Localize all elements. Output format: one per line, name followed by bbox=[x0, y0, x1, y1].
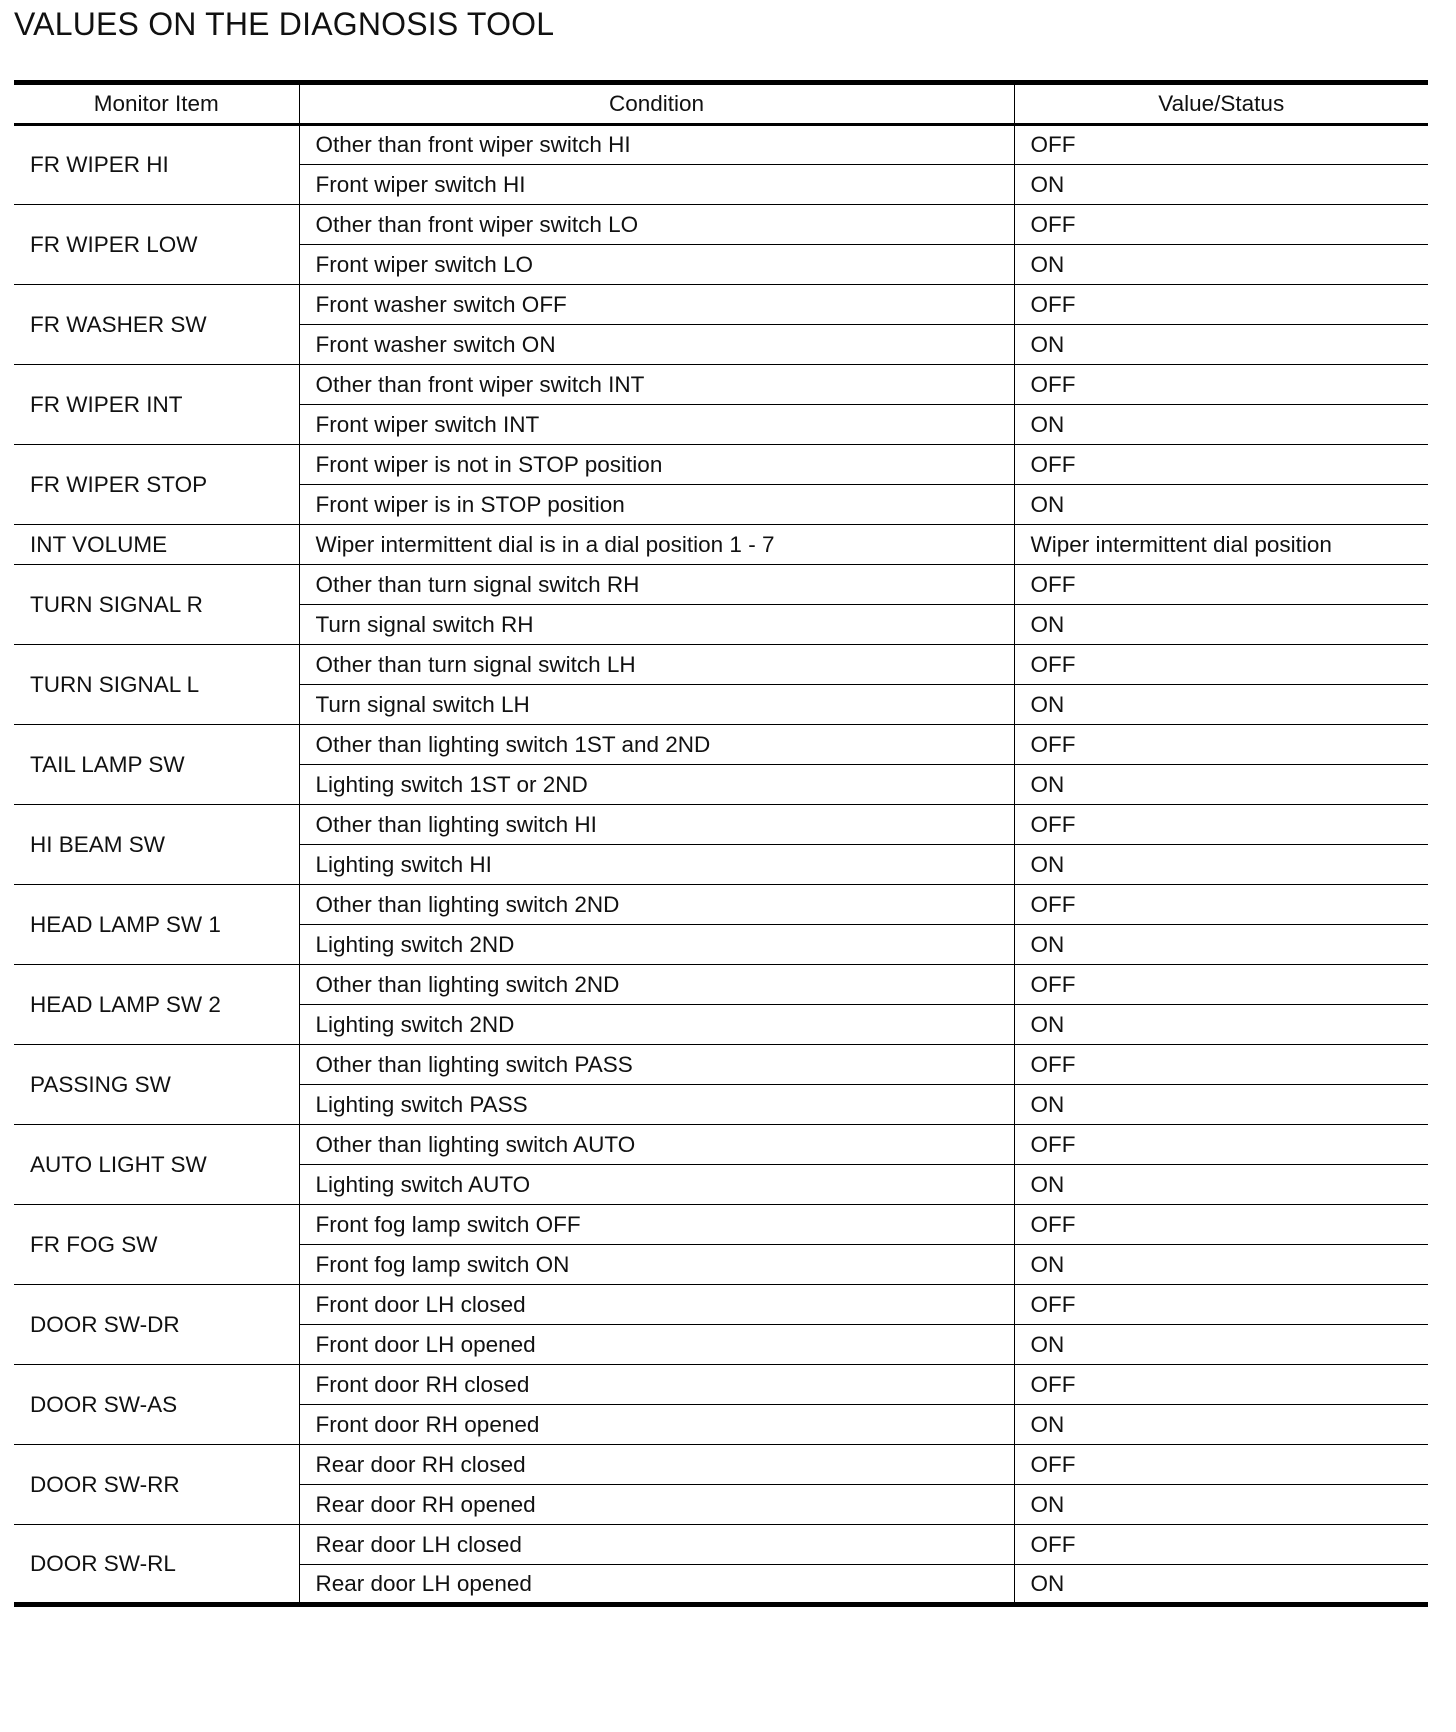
condition-cell: Front wiper switch HI bbox=[299, 165, 1014, 205]
monitor-item-cell: HEAD LAMP SW 1 bbox=[14, 885, 299, 965]
condition-cell: Lighting switch 1ST or 2ND bbox=[299, 765, 1014, 805]
condition-cell: Wiper intermittent dial is in a dial position 1 - 7 bbox=[299, 525, 1014, 565]
condition-cell: Front wiper is not in STOP position bbox=[299, 445, 1014, 485]
value-status-cell: ON bbox=[1014, 1245, 1428, 1285]
header-monitor-item: Monitor Item bbox=[14, 83, 299, 125]
value-status-cell: ON bbox=[1014, 765, 1428, 805]
value-status-cell: ON bbox=[1014, 405, 1428, 445]
condition-cell: Turn signal switch RH bbox=[299, 605, 1014, 645]
value-status-cell: ON bbox=[1014, 245, 1428, 285]
table-row bbox=[14, 1285, 1428, 1325]
monitor-item-cell: AUTO LIGHT SW bbox=[14, 1125, 299, 1205]
value-status-cell: ON bbox=[1014, 1085, 1428, 1125]
condition-cell: Other than front wiper switch LO bbox=[299, 205, 1014, 245]
table-row bbox=[14, 125, 1428, 165]
value-status-cell: OFF bbox=[1014, 1045, 1428, 1085]
monitor-item-cell: DOOR SW-DR bbox=[14, 1285, 299, 1365]
monitor-item-cell: FR WIPER INT bbox=[14, 365, 299, 445]
value-status-cell: ON bbox=[1014, 605, 1428, 645]
condition-cell: Lighting switch AUTO bbox=[299, 1165, 1014, 1205]
monitor-item-cell: FR FOG SW bbox=[14, 1205, 299, 1285]
condition-cell: Other than lighting switch PASS bbox=[299, 1045, 1014, 1085]
value-status-cell: ON bbox=[1014, 845, 1428, 885]
monitor-item-cell: TURN SIGNAL R bbox=[14, 565, 299, 645]
condition-cell: Rear door LH closed bbox=[299, 1525, 1014, 1565]
monitor-item-cell: FR WIPER LOW bbox=[14, 205, 299, 285]
value-status-cell: OFF bbox=[1014, 125, 1428, 165]
value-status-cell: OFF bbox=[1014, 1445, 1428, 1485]
header-condition: Condition bbox=[299, 83, 1014, 125]
monitor-item-cell: INT VOLUME bbox=[14, 525, 299, 565]
condition-cell: Front door LH opened bbox=[299, 1325, 1014, 1365]
condition-cell: Other than lighting switch HI bbox=[299, 805, 1014, 845]
condition-cell: Other than lighting switch 1ST and 2ND bbox=[299, 725, 1014, 765]
monitor-item-cell: DOOR SW-RR bbox=[14, 1445, 299, 1525]
value-status-cell: OFF bbox=[1014, 205, 1428, 245]
value-status-cell: ON bbox=[1014, 685, 1428, 725]
value-status-cell: OFF bbox=[1014, 1205, 1428, 1245]
condition-cell: Other than lighting switch AUTO bbox=[299, 1125, 1014, 1165]
condition-cell: Front door LH closed bbox=[299, 1285, 1014, 1325]
condition-cell: Lighting switch PASS bbox=[299, 1085, 1014, 1125]
table-row bbox=[14, 645, 1428, 685]
monitor-item-cell: DOOR SW-RL bbox=[14, 1525, 299, 1605]
monitor-item-cell: FR WASHER SW bbox=[14, 285, 299, 365]
condition-cell: Rear door RH closed bbox=[299, 1445, 1014, 1485]
condition-cell: Lighting switch 2ND bbox=[299, 925, 1014, 965]
condition-cell: Front washer switch OFF bbox=[299, 285, 1014, 325]
table-row bbox=[14, 365, 1428, 405]
value-status-cell: OFF bbox=[1014, 645, 1428, 685]
condition-cell: Other than turn signal switch LH bbox=[299, 645, 1014, 685]
value-status-cell: ON bbox=[1014, 925, 1428, 965]
monitor-item-cell: FR WIPER STOP bbox=[14, 445, 299, 525]
table-row bbox=[14, 1125, 1428, 1165]
condition-cell: Other than lighting switch 2ND bbox=[299, 965, 1014, 1005]
condition-cell: Other than lighting switch 2ND bbox=[299, 885, 1014, 925]
condition-cell: Front door RH closed bbox=[299, 1365, 1014, 1405]
table-row bbox=[14, 525, 1428, 565]
condition-cell: Front fog lamp switch ON bbox=[299, 1245, 1014, 1285]
condition-cell: Front washer switch ON bbox=[299, 325, 1014, 365]
monitor-item-cell: FR WIPER HI bbox=[14, 125, 299, 205]
table-row bbox=[14, 285, 1428, 325]
value-status-cell: OFF bbox=[1014, 885, 1428, 925]
value-status-cell: ON bbox=[1014, 1405, 1428, 1445]
condition-cell: Rear door LH opened bbox=[299, 1565, 1014, 1605]
condition-cell: Turn signal switch LH bbox=[299, 685, 1014, 725]
condition-cell: Front wiper switch LO bbox=[299, 245, 1014, 285]
value-status-cell: OFF bbox=[1014, 365, 1428, 405]
value-status-cell: ON bbox=[1014, 325, 1428, 365]
condition-cell: Other than front wiper switch INT bbox=[299, 365, 1014, 405]
table-row bbox=[14, 205, 1428, 245]
value-status-cell: ON bbox=[1014, 1165, 1428, 1205]
value-status-cell: OFF bbox=[1014, 1365, 1428, 1405]
table-row bbox=[14, 445, 1428, 485]
value-status-cell: OFF bbox=[1014, 565, 1428, 605]
table-row bbox=[14, 885, 1428, 925]
condition-cell: Lighting switch HI bbox=[299, 845, 1014, 885]
value-status-cell: ON bbox=[1014, 485, 1428, 525]
condition-cell: Front door RH opened bbox=[299, 1405, 1014, 1445]
value-status-cell: ON bbox=[1014, 1485, 1428, 1525]
monitor-item-cell: HI BEAM SW bbox=[14, 805, 299, 885]
table-row bbox=[14, 1205, 1428, 1245]
value-status-cell: OFF bbox=[1014, 1285, 1428, 1325]
condition-cell: Front fog lamp switch OFF bbox=[299, 1205, 1014, 1245]
condition-cell: Rear door RH opened bbox=[299, 1485, 1014, 1525]
table-row bbox=[14, 1365, 1428, 1405]
table-body bbox=[14, 125, 1428, 1605]
value-status-cell: OFF bbox=[1014, 805, 1428, 845]
table-row bbox=[14, 965, 1428, 1005]
value-status-cell: OFF bbox=[1014, 965, 1428, 1005]
monitor-item-cell: HEAD LAMP SW 2 bbox=[14, 965, 299, 1045]
value-status-cell: OFF bbox=[1014, 1525, 1428, 1565]
diagnosis-values-table bbox=[14, 80, 1428, 1607]
table-row bbox=[14, 805, 1428, 845]
table-row bbox=[14, 1445, 1428, 1485]
value-status-cell: Wiper intermittent dial position bbox=[1014, 525, 1428, 565]
value-status-cell: ON bbox=[1014, 165, 1428, 205]
table-row bbox=[14, 1525, 1428, 1565]
condition-cell: Other than turn signal switch RH bbox=[299, 565, 1014, 605]
monitor-item-cell: DOOR SW-AS bbox=[14, 1365, 299, 1445]
condition-cell: Front wiper is in STOP position bbox=[299, 485, 1014, 525]
condition-cell: Other than front wiper switch HI bbox=[299, 125, 1014, 165]
value-status-cell: OFF bbox=[1014, 285, 1428, 325]
header-value-status: Value/Status bbox=[1014, 83, 1428, 125]
page-title: VALUES ON THE DIAGNOSIS TOOL bbox=[14, 6, 555, 42]
monitor-item-cell: TURN SIGNAL L bbox=[14, 645, 299, 725]
value-status-cell: OFF bbox=[1014, 445, 1428, 485]
monitor-item-cell: TAIL LAMP SW bbox=[14, 725, 299, 805]
value-status-cell: ON bbox=[1014, 1325, 1428, 1365]
table-header-row bbox=[14, 83, 1428, 125]
value-status-cell: ON bbox=[1014, 1565, 1428, 1605]
value-status-cell: ON bbox=[1014, 1005, 1428, 1045]
monitor-item-cell: PASSING SW bbox=[14, 1045, 299, 1125]
condition-cell: Lighting switch 2ND bbox=[299, 1005, 1014, 1045]
value-status-cell: OFF bbox=[1014, 1125, 1428, 1165]
table-row bbox=[14, 565, 1428, 605]
condition-cell: Front wiper switch INT bbox=[299, 405, 1014, 445]
value-status-cell: OFF bbox=[1014, 725, 1428, 765]
table-row bbox=[14, 725, 1428, 765]
table-row bbox=[14, 1045, 1428, 1085]
